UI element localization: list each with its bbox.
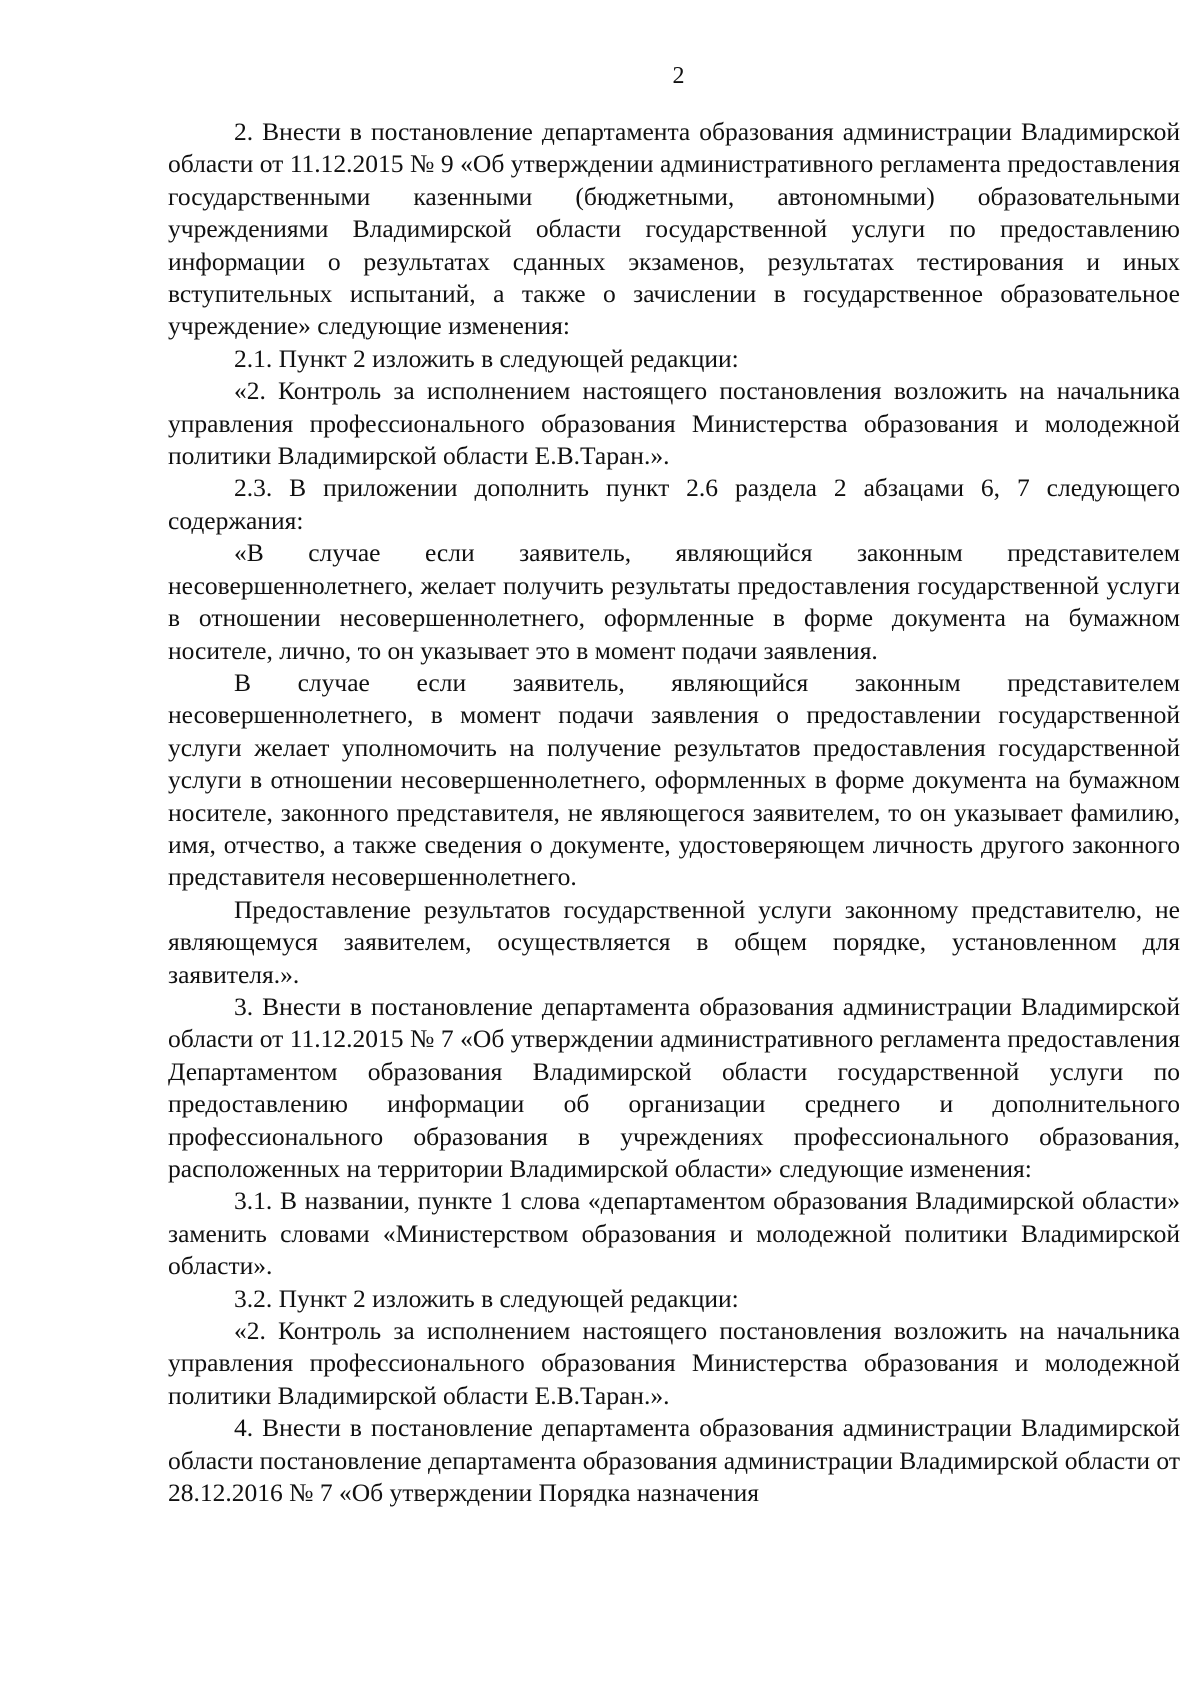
paragraph-3-amend-regulation-7: 3. Внести в постановление департамента образования администрации Владимирской области от 11.12.2015 № 7 «Об утверждении административного регламента предоставления Департаментом образования Владимирской области государственной услуги по предоставлению информации об организации среднего и дополнительного профессионального образования в учреждениях профессионального образования, расположенных на территории Владимирской области» следующие изменения: — [168, 991, 1180, 1183]
paragraph-3-1: 3.1. В названии, пункте 1 слова «департаментом образования Владимирской области» заменить словами «Министерством образования и молодежной политики Владимирской области». — [168, 1186, 1180, 1281]
paragraph-4-amend-regulation: 4. Внести в постановление департамента образования администрации Владимирской области постановление департамента образования администрации Владимирской области от 28.12.2016 № 7 «Об утверждении Порядка назначения — [168, 1413, 1180, 1508]
paragraph-2-3: 2.3. В приложении дополнить пункт 2.6 раздела 2 абзацами 6, 7 следующего содержания: — [168, 473, 1180, 535]
paragraph-2-1: 2.1. Пункт 2 изложить в следующей редакции: — [234, 343, 739, 373]
paragraph-2-3-closing: Предоставление результатов государственной услуги законному представителю, не являющемуся заявителем, осуществляется в общем порядке, установленном для заявителя.». — [168, 894, 1180, 989]
paragraph-3-2-new-text: «2. Контроль за исполнением настоящего постановления возложить на начальника управления профессионального образования Министерства образования и молодежной политики Владимирской области Е.В.Таран.». — [168, 1316, 1180, 1410]
paragraph-2-3-abzats-7: В случае если заявитель, являющийся законным представителем несовершеннолетнего, в момент подачи заявления о предоставлении государственной услуги желает уполномочить на получение результатов предоставления государственной услуги в отношении несовершеннолетнего, оформленных в форме документа на бумажном носителе, законного представителя, не являющегося заявителем, то он указывает фамилию, имя, отчество, а также сведения о документе, удостоверяющем личность другого законного представителя несовершеннолетнего. — [168, 667, 1180, 892]
paragraph-2-1-new-text: «2. Контроль за исполнением настоящего постановления возложить на начальника управления профессионального образования Министерства образования и молодежной политики Владимирской области Е.В.Таран.». — [168, 376, 1180, 471]
page-number: 2 — [672, 63, 685, 89]
paragraph-2-amend-regulation-9: 2. Внести в постановление департамента образования администрации Владимирской области от 11.12.2015 № 9 «Об утверждении административного регламента предоставления государственными казенными (бюджетными, автономными) образовательными учреждениями Владимирской области государственной услуги по предоставлению информации о результатах сданных экзаменов, результатах тестирования и иных вступительных испытаний, а также о зачислении в государственное образовательное учреждение» следующие изменения: — [168, 117, 1180, 341]
document-body — [168, 116, 1180, 1509]
paragraph-3-2: 3.2. Пункт 2 изложить в следующей редакции: — [234, 1283, 739, 1313]
paragraph-2-3-abzats-6: «В случае если заявитель, являющийся законным представителем несовершеннолетнего, желает получить результаты предоставления государственной услуги в отношении несовершеннолетнего, оформленные в форме документа на бумажном носителе, лично, то он указывает это в момент подачи заявления. — [168, 538, 1180, 665]
